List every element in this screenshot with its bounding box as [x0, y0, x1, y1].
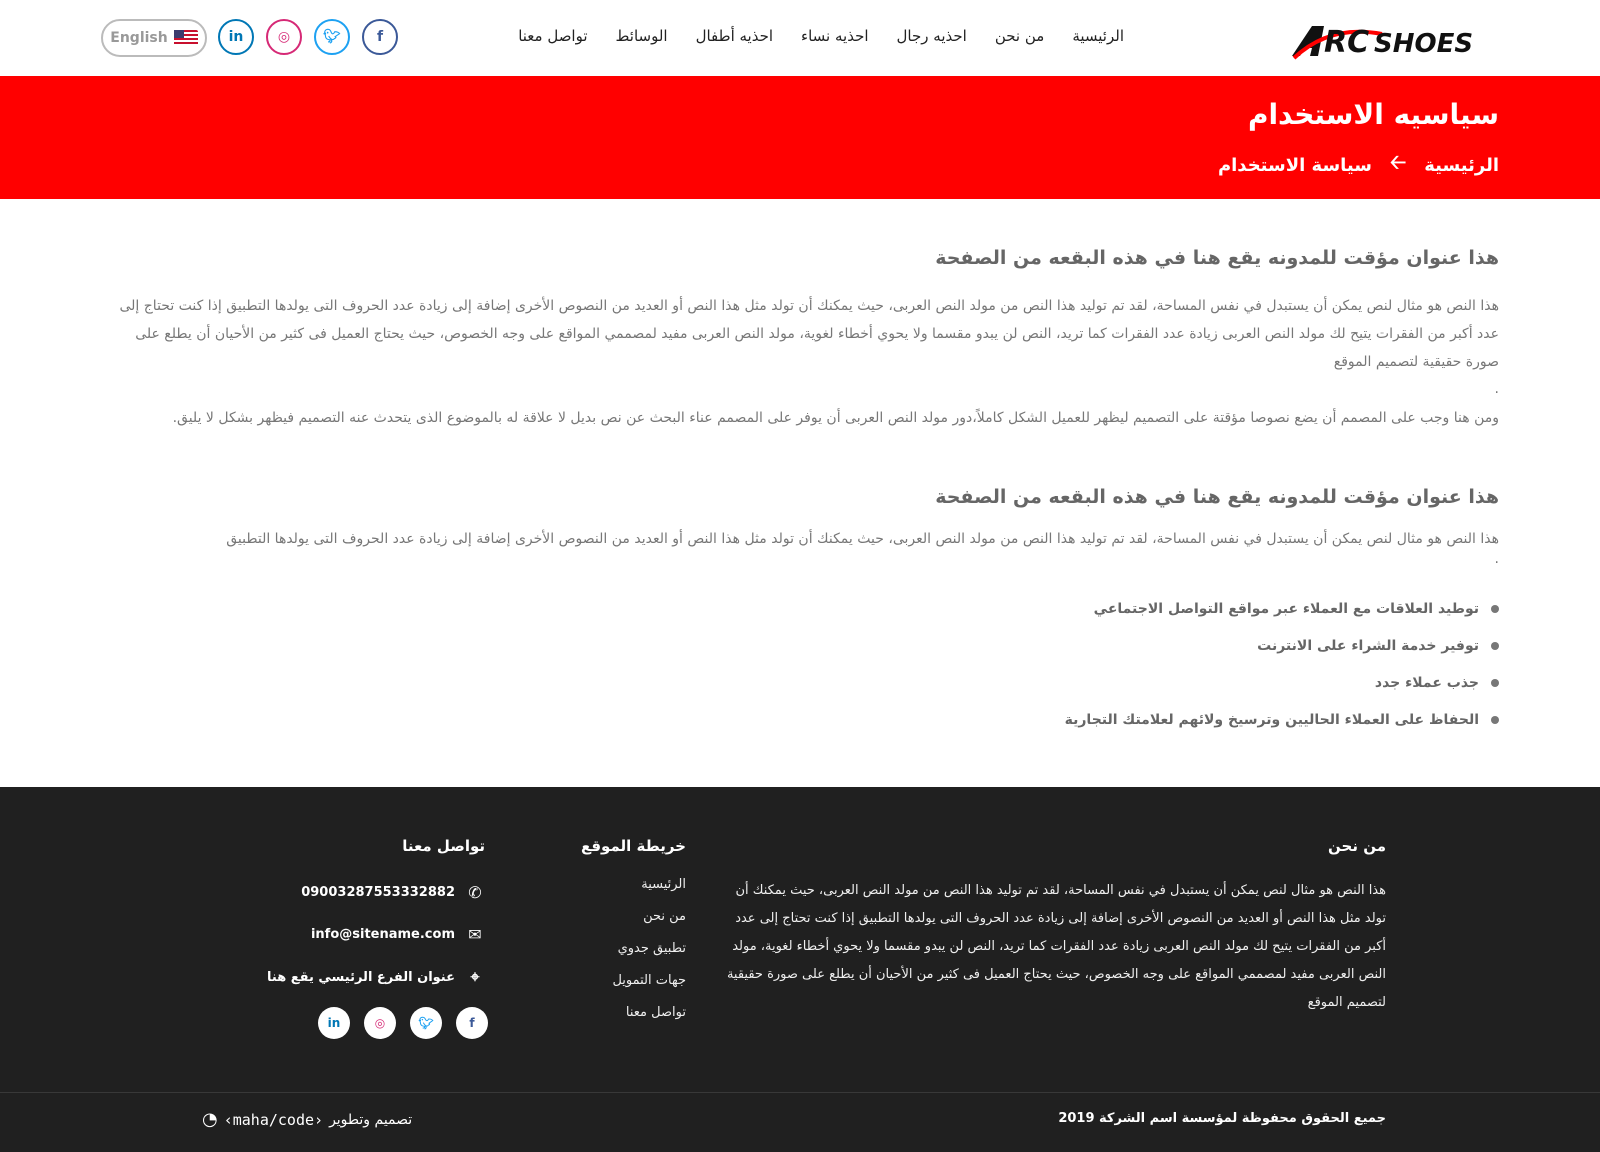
footer-phone[interactable] — [301, 883, 485, 902]
address-text: عنوان الفرع الرئيسي يقع هنا — [267, 969, 455, 985]
svg-text:RC: RC — [1324, 25, 1370, 60]
footer-about-title: من نحن — [1328, 837, 1386, 855]
language-label: English — [110, 30, 168, 46]
twitter-icon[interactable]: 🐦︎ — [314, 19, 350, 55]
list-item: الحفاظ على العملاء الحاليين وترسيخ ولائهم لعلامتك التجارية — [1065, 701, 1499, 738]
footer-contact-title: تواصل معنا — [402, 837, 485, 855]
breadcrumb-current: سياسة الاستخدام — [1217, 154, 1372, 176]
section-heading-1: هذا عنوان مؤقت للمدونه يقع هنا في هذه البقعه من الصفحة — [935, 247, 1499, 269]
nav-contact[interactable]: تواصل معنا — [518, 27, 588, 45]
map-pin-icon: ⌖ — [470, 967, 480, 986]
bullet-icon — [1491, 679, 1499, 687]
footer-sitemap-title: خريطة الموقع — [580, 837, 686, 855]
list-item: توطيد العلاقات مع العملاء عبر مواقع التواصل الاجتماعي — [1065, 590, 1499, 627]
paragraph-dot-1: . — [1494, 381, 1499, 397]
linkedin-icon[interactable]: in — [318, 1007, 350, 1039]
nav-kids-shoes[interactable]: احذيه أطفال — [695, 27, 774, 45]
copyright-text: جميع الحقوق محفوظة لمؤسسة اسم الشركة 2019 — [1058, 1111, 1386, 1126]
developer-credit[interactable] — [202, 1109, 412, 1130]
arrow-left-icon: 🡠 — [1389, 150, 1407, 174]
nav-women-shoes[interactable]: احذيه نساء — [801, 27, 869, 45]
phone-number: 09003287553332882 — [301, 885, 455, 900]
bullet-icon — [1491, 716, 1499, 724]
arcshoes-logo[interactable] — [1290, 18, 1500, 60]
policy-content — [0, 199, 1600, 787]
facebook-icon[interactable]: f — [362, 19, 398, 55]
footer-link-about[interactable]: من نحن — [643, 909, 686, 924]
paragraph-dot-2: . — [1494, 551, 1499, 567]
linkedin-icon[interactable]: in — [218, 19, 254, 55]
footer-address — [267, 967, 485, 987]
site-footer — [0, 787, 1600, 1092]
footer-link-funding[interactable]: جهات التمويل — [612, 973, 686, 988]
header-socials — [218, 19, 398, 55]
main-nav — [518, 27, 1124, 45]
paragraph-1: هذا النص هو مثال لنص يمكن أن يستبدل في نفس المساحة، لقد تم توليد هذا النص من مولد النص العربى، حيث يمكنك أن تولد مثل هذا النص أو العديد من النصوص الأخرى إضافة إلى زيادة عدد الحروف التى يولدها التطبيق إذا كنت تحتاج إلى عدد أكبر من الفقرات يتيح لك مولد النص العربى زيادة عدد الفقرات كما تريد، النص لن يبدو مقسما ولا يحوي أخطاء لغوية، مولد النص العربى مفيد لمصممي المواقع على وجه الخصوص، حيث يحتاج العميل فى كثير من الأحيان أن يطلع على صورة حقيقية لتصميم الموقع — [119, 298, 1499, 370]
section-heading-2: هذا عنوان مؤقت للمدونه يقع هنا في هذه البقعه من الصفحة — [935, 486, 1499, 508]
maha-code-logo: ‹maha/code› — [223, 1110, 324, 1129]
phone-icon: ✆ — [468, 883, 482, 902]
nav-home[interactable]: الرئيسية — [1072, 27, 1124, 45]
footer-email[interactable] — [311, 925, 485, 944]
site-header — [0, 0, 1600, 76]
credit-label: تصميم وتطوير — [329, 1111, 413, 1128]
footer-link-app[interactable]: تطبيق جدوي — [617, 941, 686, 956]
nav-about[interactable]: من نحن — [994, 27, 1045, 45]
breadcrumb — [1218, 148, 1499, 182]
email-address: info@sitename.com — [310, 927, 455, 942]
nav-men-shoes[interactable]: احذيه رجال — [896, 27, 967, 45]
breadcrumb-home[interactable]: الرئيسية — [1424, 154, 1499, 176]
bullet-icon — [1491, 605, 1499, 613]
footer-link-contact[interactable]: تواصل معنا — [625, 1005, 686, 1020]
footer-socials — [318, 1007, 488, 1039]
envelope-icon: ✉ — [468, 925, 482, 944]
benefits-list — [1065, 590, 1499, 738]
instagram-icon[interactable]: ◎ — [266, 19, 302, 55]
footer-about-text: هذا النص هو مثال لنص يمكن أن يستبدل في نفس المساحة، لقد تم توليد هذا النص من مولد النص العربى، حيث يمكنك أن تولد مثل هذا النص أو العديد من النصوص الأخرى إضافة إلى زيادة عدد الحروف التى يولدها التطبيق إذا كنت تحتاج إلى عدد أكبر من الفقرات يتيح لك مولد النص العربى زيادة عدد الفقرات كما تريد، النص لن يبدو مقسما ولا يحوي أخطاء لغوية، مولد النص العربى مفيد لمصممي المواقع على وجه الخصوص، حيث يحتاج العميل فى كثير من الأحيان أن يطلع على صورة حقيقية لتصميم الموقع — [726, 883, 1386, 1010]
svg-text:SHOES: SHOES — [1374, 29, 1474, 59]
list-item: جذب عملاء جدد — [1065, 664, 1499, 701]
bullet-icon — [1491, 642, 1499, 650]
footer-link-home[interactable]: الرئيسية — [641, 877, 686, 892]
twitter-icon[interactable]: 🐦︎ — [410, 1007, 442, 1039]
page-title: سياسيه الاستخدام — [1247, 98, 1499, 131]
footer-bottom-bar — [0, 1092, 1600, 1152]
footer-sitemap — [612, 877, 686, 1037]
paragraph-2: ومن هنا وجب على المصمم أن يضع نصوصا مؤقتة على التصميم ليظهر للعميل الشكل كاملاً،دور مولد النص العربى أن يوفر على المصمم عناء البحث عن نص بديل لا علاقة له بالموضوع الذى يتحدث عنه التصميم فيظهر بشكل لا يليق. — [172, 410, 1499, 426]
language-switch-button[interactable] — [101, 19, 207, 57]
facebook-icon[interactable]: f — [456, 1007, 488, 1039]
page-banner — [0, 76, 1600, 199]
maha-code-mark-icon: ◔ — [202, 1109, 218, 1130]
instagram-icon[interactable]: ◎ — [364, 1007, 396, 1039]
us-flag-icon — [174, 30, 198, 46]
list-item: توفير خدمة الشراء على الانترنت — [1065, 627, 1499, 664]
paragraph-3: هذا النص هو مثال لنص يمكن أن يستبدل في نفس المساحة، لقد تم توليد هذا النص من مولد النص العربى، حيث يمكنك أن تولد مثل هذا النص أو العديد من النصوص الأخرى إضافة إلى زيادة عدد الحروف التى يولدها التطبيق — [226, 531, 1499, 547]
nav-media[interactable]: الوسائط — [615, 27, 668, 45]
